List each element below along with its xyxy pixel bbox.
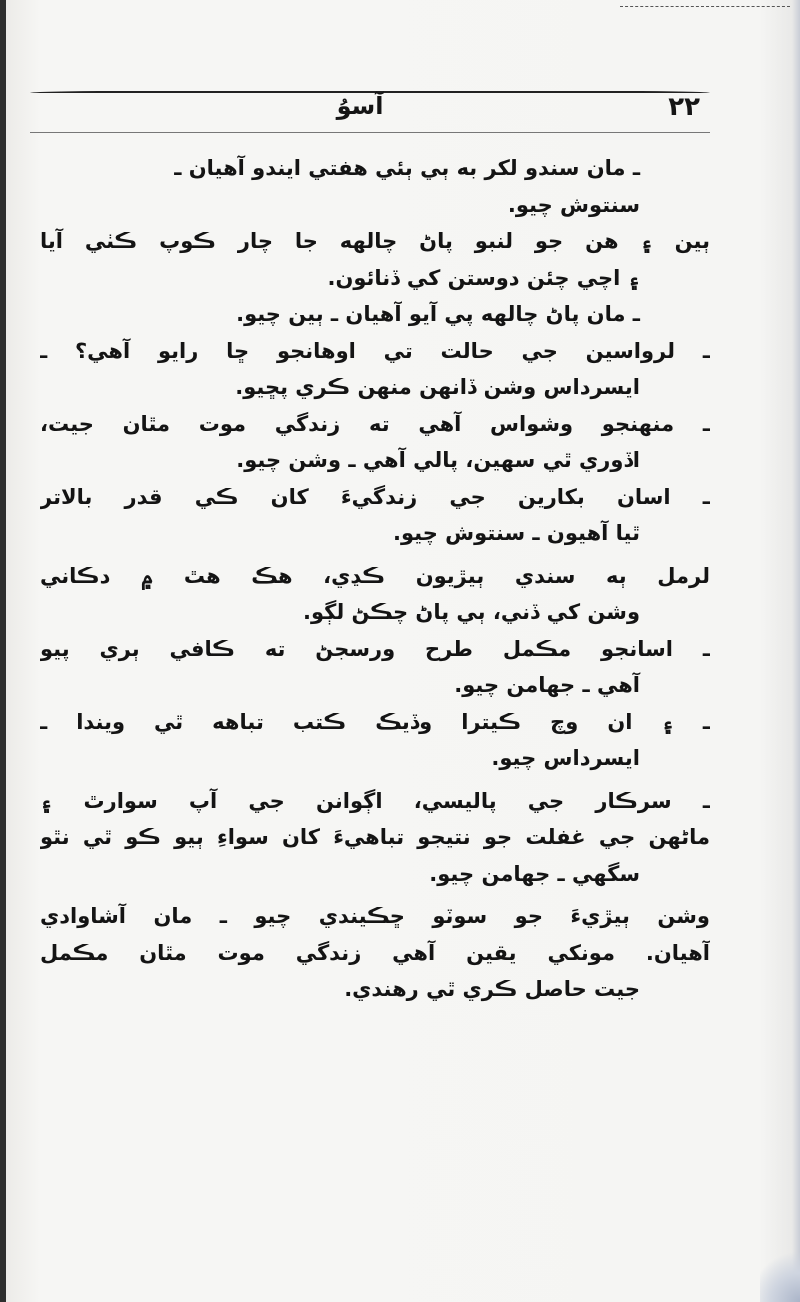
running-header <box>0 92 800 132</box>
running-title: آسوُ <box>336 92 384 120</box>
text-line: ۽ اچي چئن دوستن کي ڏنائون. <box>327 265 640 290</box>
text-line: ايسرداس چيو. <box>491 746 640 770</box>
text-line: وشن کي ڏني، ٻي پاڻ چڪڻ لڳو. <box>302 600 640 624</box>
text-line: ـ مان سندو لکر به ٻي ٻئي هفتي ايندو آهيان ـ <box>174 156 640 180</box>
text-line: ـ منهنجو وشواس آهي ته زندگي موت مٿان جيت، <box>40 411 710 436</box>
text-line: ماڻهن جي غفلت جو نتيجو تباهيءَ کان سواءِ ٻيو ڪو ٿي نٿو <box>40 825 710 849</box>
text-line: سنتوش چيو. <box>507 192 640 217</box>
text-line: وشن ٻيڙيءَ جو سوٽو ڇڪيندي چيو ـ مان آشاوادي <box>40 904 710 928</box>
text-line: آهيان. مونکي يقين آهي زندگي موت مٿان مڪمل <box>40 940 710 965</box>
text-line: آهي ـ جهامن چيو. <box>454 673 640 697</box>
text-line: ايسرداس وشن ڏانهن منهن ڪري پڇيو. <box>235 375 640 399</box>
text-line: ـ لرواسين جي حالت تي اوهانجو ڇا رايو آهي؟ ـ <box>40 338 710 363</box>
page-corner-curl <box>760 1242 800 1302</box>
text-line: ـ اسان بکارين جي زندگيءَ کان ڪي قدر بالاتر <box>40 484 710 509</box>
text-line: ٿيا آهيون ـ سنتوش چيو. <box>393 521 640 545</box>
text-line: ـ ۽ ان وچ ڪيترا وڏيڪ ڪتب تباهه ٿي ويندا ـ <box>40 709 710 734</box>
text-line: اڏوري ٿي سهين، پالي آهي ـ وشن چيو. <box>236 448 640 472</box>
text-line: ـ اسانجو مڪمل طرح ورسجڻ ته ڪافي ٻري پيو <box>40 636 710 661</box>
text-line: ٻين ۽ هن جو لنبو پاڻ چالهه جا چار ڪوپ ڪٺي آيا <box>40 229 710 253</box>
text-line: لرمل ٻه سندي ٻيڙيون ڪڍي، هڪ هٿ ۾ دڪاني <box>40 563 710 588</box>
text-line: سگهي ـ جهامن چيو. <box>429 861 640 886</box>
torn-top-edge <box>620 0 790 7</box>
text-line: ـ سرڪار جي پاليسي، اڳوانن جي آپ سوارٿ ۽ <box>40 788 710 813</box>
page-number: ٢٢ <box>668 92 700 122</box>
text-line: جيت حاصل ڪري ٿي رهندي. <box>344 977 640 1001</box>
header-rule-bottom <box>30 132 710 133</box>
book-binding-edge <box>0 0 6 1302</box>
body-text <box>40 150 710 1008</box>
text-line: ـ مان پاڻ چالهه پي آيو آهيان ـ ٻين چيو. <box>236 302 640 326</box>
